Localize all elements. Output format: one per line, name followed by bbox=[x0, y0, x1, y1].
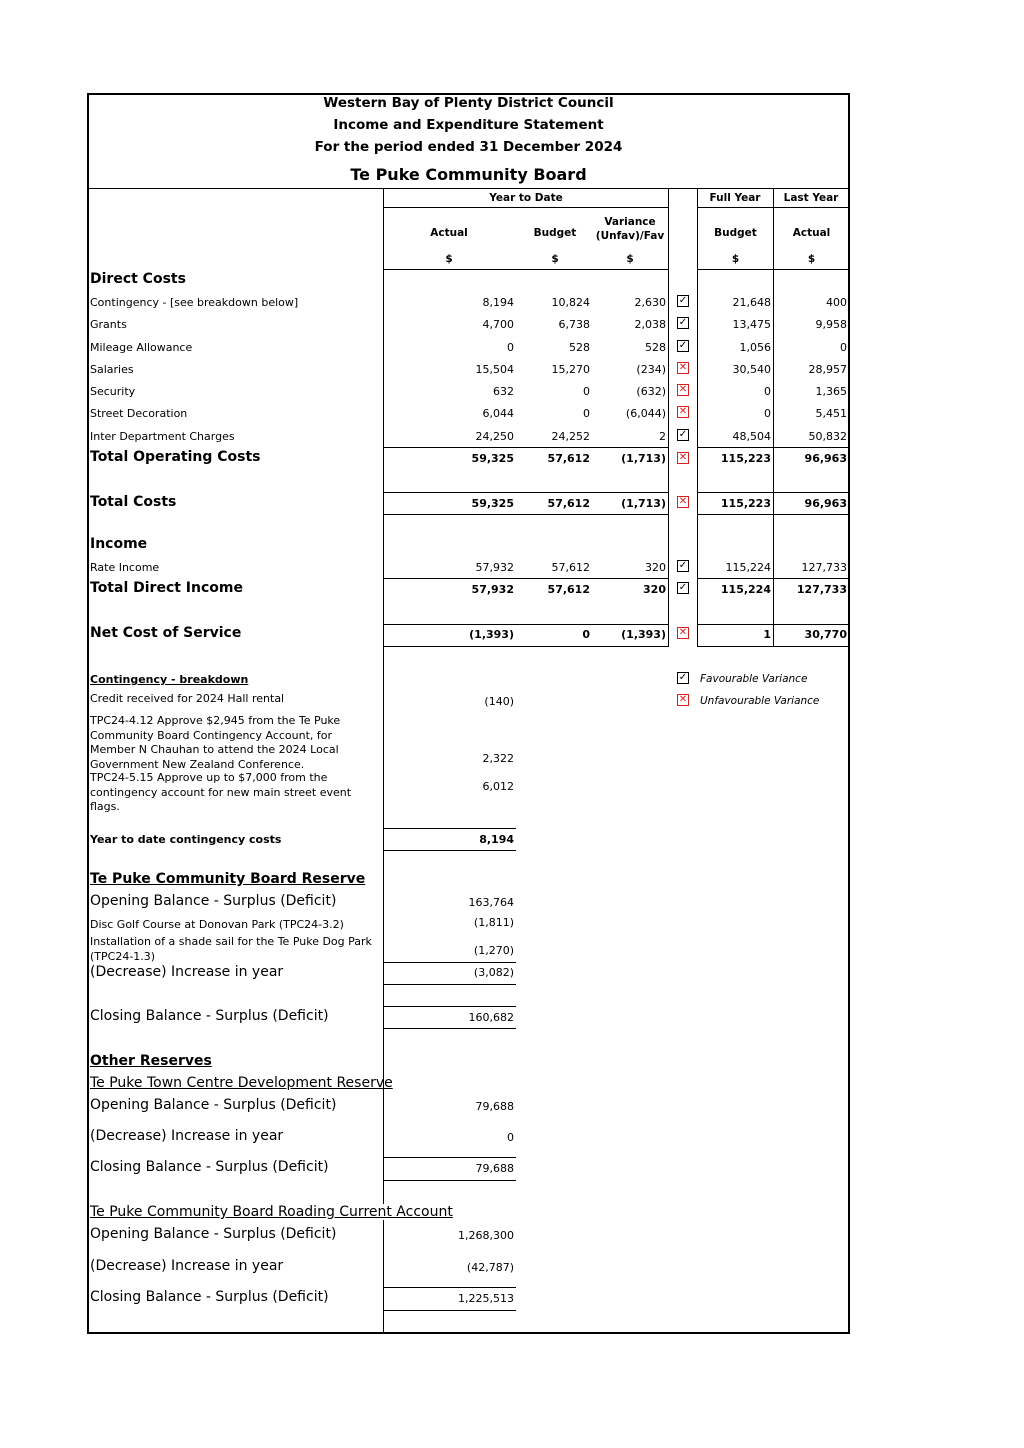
ytd-group-header: Year to Date bbox=[489, 192, 563, 204]
row-ly-actual: 50,832 bbox=[808, 430, 847, 443]
net-cost-fy-budget: 1 bbox=[763, 628, 771, 641]
checked-box-icon: ✓ bbox=[678, 582, 688, 593]
checked-box-icon: ✓ bbox=[678, 295, 688, 306]
row-ly-actual: 1,365 bbox=[815, 385, 847, 398]
roading-closing-bottom-rule bbox=[383, 1310, 516, 1311]
col-variance-header-2: (Unfav)/Fav bbox=[595, 230, 665, 242]
row-actual: 24,250 bbox=[475, 430, 514, 443]
total-costs-label: Total Costs bbox=[90, 494, 177, 510]
crossed-box-icon: ✕ bbox=[678, 452, 688, 463]
direct-costs-heading: Direct Costs bbox=[90, 271, 186, 287]
crossed-box-icon: ✕ bbox=[678, 627, 688, 638]
total-operating-fy-budget: 115,223 bbox=[720, 452, 771, 465]
row-label: Inter Department Charges bbox=[90, 430, 235, 443]
ytd-subheader-line bbox=[383, 269, 669, 270]
row-variance: (234) bbox=[636, 363, 666, 376]
net-cost-top-rule-fy bbox=[697, 624, 849, 625]
checked-box-icon: ✓ bbox=[678, 340, 688, 351]
reserve-closing-top-rule bbox=[383, 1006, 516, 1007]
row-ly-actual: 127,733 bbox=[801, 561, 847, 574]
total-operating-top-rule-fy bbox=[697, 447, 849, 448]
roading-change-label: (Decrease) Increase in year bbox=[90, 1258, 284, 1274]
total-operating-ly-actual: 96,963 bbox=[804, 452, 847, 465]
town-centre-change-value: 0 bbox=[507, 1131, 514, 1144]
total-income-label: Total Direct Income bbox=[90, 580, 243, 596]
other-reserves-heading: Other Reserves bbox=[90, 1053, 212, 1069]
currency-fy-budget: $ bbox=[731, 253, 740, 265]
contingency-total-value: 8,194 bbox=[479, 833, 514, 846]
row-actual: 57,932 bbox=[475, 561, 514, 574]
row-budget: 0 bbox=[583, 385, 590, 398]
title-divider bbox=[88, 188, 849, 189]
net-cost-bottom-rule-fy bbox=[697, 646, 849, 647]
total-costs-bottom-rule bbox=[383, 514, 669, 515]
income-heading: Income bbox=[90, 536, 148, 552]
ytd-header-line bbox=[383, 207, 669, 208]
total-income-actual: 57,932 bbox=[471, 583, 514, 596]
row-ly-actual: 9,958 bbox=[815, 318, 847, 331]
checked-box-icon: ✓ bbox=[678, 429, 688, 440]
checked-box-icon: ✓ bbox=[678, 560, 688, 571]
total-income-variance: 320 bbox=[643, 583, 666, 596]
contingency-item-value: 6,012 bbox=[482, 780, 514, 793]
org-name: Western Bay of Plenty District Council bbox=[323, 95, 614, 111]
board-name: Te Puke Community Board bbox=[350, 165, 587, 184]
crossed-box-icon: ✕ bbox=[678, 694, 688, 705]
net-cost-label: Net Cost of Service bbox=[90, 625, 242, 641]
total-operating-top-rule bbox=[383, 447, 669, 448]
contingency-heading: Contingency - breakdown bbox=[90, 673, 249, 686]
row-fy-budget: 21,648 bbox=[732, 296, 771, 309]
reserve-heading: Te Puke Community Board Reserve bbox=[90, 871, 366, 887]
checked-box-icon: ✓ bbox=[678, 672, 688, 683]
row-ly-actual: 400 bbox=[826, 296, 847, 309]
town-centre-closing-top-rule bbox=[383, 1157, 516, 1158]
net-cost-top-rule bbox=[383, 624, 669, 625]
net-cost-budget: 0 bbox=[582, 628, 590, 641]
row-fy-budget: 30,540 bbox=[732, 363, 771, 376]
row-fy-budget: 13,475 bbox=[732, 318, 771, 331]
col-actual-header: Actual bbox=[430, 227, 468, 239]
crossed-box-icon: ✕ bbox=[678, 496, 688, 507]
reserve-item-value: (1,811) bbox=[473, 916, 514, 929]
row-actual: 15,504 bbox=[475, 363, 514, 376]
row-actual: 8,194 bbox=[482, 296, 514, 309]
row-budget: 10,824 bbox=[551, 296, 590, 309]
row-variance: 2 bbox=[659, 430, 666, 443]
roading-change-value: (42,787) bbox=[466, 1261, 514, 1274]
col-budget-header: Budget bbox=[533, 227, 577, 239]
contingency-item-label: Credit received for 2024 Hall rental bbox=[90, 692, 285, 705]
row-label: Contingency - [see breakdown below] bbox=[90, 296, 299, 309]
roading-closing-value: 1,225,513 bbox=[458, 1292, 514, 1305]
total-costs-ly-actual: 96,963 bbox=[804, 497, 847, 510]
total-operating-variance: (1,713) bbox=[621, 452, 666, 465]
total-income-fy-budget: 115,224 bbox=[720, 583, 771, 596]
currency-budget: $ bbox=[551, 253, 559, 265]
total-income-ly-actual: 127,733 bbox=[796, 583, 847, 596]
town-centre-opening-label: Opening Balance - Surplus (Deficit) bbox=[90, 1097, 337, 1113]
row-ly-actual: 28,957 bbox=[808, 363, 847, 376]
row-fy-budget: 1,056 bbox=[739, 341, 771, 354]
town-centre-closing-bottom-rule bbox=[383, 1180, 516, 1181]
row-actual: 4,700 bbox=[482, 318, 514, 331]
row-fy-budget: 48,504 bbox=[732, 430, 771, 443]
total-income-top-rule-fy bbox=[697, 578, 849, 579]
col-fy-budget-header: Budget bbox=[714, 227, 757, 239]
reserve-closing-value: 160,682 bbox=[468, 1011, 514, 1024]
total-income-budget: 57,612 bbox=[547, 583, 590, 596]
contingency-total-bottom-rule bbox=[383, 850, 516, 851]
checked-box-icon: ✓ bbox=[678, 317, 688, 328]
roading-opening-value: 1,268,300 bbox=[458, 1229, 514, 1242]
total-costs-top-rule-fy bbox=[697, 492, 849, 493]
row-label: Rate Income bbox=[90, 561, 160, 574]
net-cost-ly-actual: 30,770 bbox=[804, 628, 847, 641]
row-fy-budget: 0 bbox=[764, 407, 771, 420]
row-budget: 57,612 bbox=[551, 561, 590, 574]
row-fy-budget: 0 bbox=[764, 385, 771, 398]
row-variance: 2,038 bbox=[634, 318, 666, 331]
contingency-total-label: Year to date contingency costs bbox=[90, 833, 282, 846]
town-centre-closing-label: Closing Balance - Surplus (Deficit) bbox=[90, 1159, 329, 1175]
full-year-group-header: Full Year bbox=[709, 192, 761, 204]
row-variance: 528 bbox=[645, 341, 666, 354]
reserve-opening-value: 163,764 bbox=[468, 896, 514, 909]
contingency-item-label: TPC24-5.15 Approve up to $7,000 from the contingency account for new main street event flags. bbox=[90, 771, 352, 813]
fy-header-line bbox=[697, 207, 849, 208]
town-centre-opening-value: 79,688 bbox=[475, 1100, 514, 1113]
legend-unfavourable: Unfavourable Variance bbox=[700, 695, 820, 707]
row-label: Mileage Allowance bbox=[90, 341, 193, 354]
total-costs-budget: 57,612 bbox=[547, 497, 590, 510]
roading-closing-top-rule bbox=[383, 1287, 516, 1288]
col-variance-header-1: Variance bbox=[604, 216, 656, 228]
roading-heading: Te Puke Community Board Roading Current Account bbox=[90, 1204, 453, 1220]
total-costs-fy-budget: 115,223 bbox=[720, 497, 771, 510]
row-label: Street Decoration bbox=[90, 407, 188, 420]
net-cost-bottom-rule bbox=[383, 646, 669, 647]
reserve-item-value: (1,270) bbox=[473, 944, 514, 957]
row-label: Grants bbox=[90, 318, 127, 331]
fy-subheader-line bbox=[697, 269, 849, 270]
reserve-item-label: Installation of a shade sail for the Te Puke Dog Park (TPC24-1.3) bbox=[90, 935, 372, 963]
statement-title: Income and Expenditure Statement bbox=[333, 117, 604, 133]
currency-ly-actual: $ bbox=[807, 253, 816, 265]
town-centre-closing-value: 79,688 bbox=[475, 1162, 514, 1175]
legend-favourable: Favourable Variance bbox=[700, 673, 808, 685]
row-label: Salaries bbox=[90, 363, 134, 376]
contingency-total-top-rule bbox=[383, 828, 516, 829]
total-operating-label: Total Operating Costs bbox=[90, 449, 261, 465]
row-variance: 2,630 bbox=[634, 296, 666, 309]
total-costs-bottom-rule-fy bbox=[697, 514, 849, 515]
total-costs-variance: (1,713) bbox=[621, 497, 666, 510]
total-operating-budget: 57,612 bbox=[547, 452, 590, 465]
reserve-change-value: (3,082) bbox=[473, 966, 514, 979]
row-actual: 0 bbox=[507, 341, 514, 354]
crossed-box-icon: ✕ bbox=[678, 406, 688, 417]
reserve-item-label: Disc Golf Course at Donovan Park (TPC24-3.2) bbox=[90, 918, 344, 931]
row-budget: 0 bbox=[583, 407, 590, 420]
last-year-group-header: Last Year bbox=[783, 192, 839, 204]
reserve-closing-label: Closing Balance - Surplus (Deficit) bbox=[90, 1008, 329, 1024]
contingency-item-value: (140) bbox=[484, 695, 514, 708]
town-centre-heading: Te Puke Town Centre Development Reserve bbox=[90, 1075, 393, 1091]
reserve-opening-label: Opening Balance - Surplus (Deficit) bbox=[90, 893, 337, 909]
row-budget: 15,270 bbox=[551, 363, 590, 376]
reserve-closing-bottom-rule bbox=[383, 1028, 516, 1029]
row-budget: 24,252 bbox=[551, 430, 590, 443]
town-centre-change-label: (Decrease) Increase in year bbox=[90, 1128, 284, 1144]
row-variance: 320 bbox=[645, 561, 666, 574]
roading-closing-label: Closing Balance - Surplus (Deficit) bbox=[90, 1289, 329, 1305]
total-operating-actual: 59,325 bbox=[471, 452, 514, 465]
row-actual: 632 bbox=[493, 385, 514, 398]
row-budget: 528 bbox=[569, 341, 590, 354]
total-income-top-rule bbox=[383, 578, 669, 579]
currency-actual: $ bbox=[445, 253, 453, 265]
currency-variance: $ bbox=[626, 253, 634, 265]
row-variance: (6,044) bbox=[625, 407, 666, 420]
row-ly-actual: 0 bbox=[840, 341, 847, 354]
roading-opening-label: Opening Balance - Surplus (Deficit) bbox=[90, 1226, 337, 1242]
row-ly-actual: 5,451 bbox=[815, 407, 847, 420]
col-ly-actual-header: Actual bbox=[792, 227, 831, 239]
contingency-item-label: TPC24-4.12 Approve $2,945 from the Te Puke Community Board Contingency Account, for Member N Chauhan to attend the 2024 Local Government New Zealand Conference. bbox=[90, 714, 341, 771]
total-costs-actual: 59,325 bbox=[471, 497, 514, 510]
net-cost-actual: (1,393) bbox=[469, 628, 514, 641]
row-label: Security bbox=[90, 385, 136, 398]
row-actual: 6,044 bbox=[482, 407, 514, 420]
period-label: For the period ended 31 December 2024 bbox=[314, 139, 623, 155]
reserve-change-top-rule bbox=[383, 962, 516, 963]
contingency-item-value: 2,322 bbox=[482, 752, 514, 765]
crossed-box-icon: ✕ bbox=[678, 362, 688, 373]
reserve-change-bottom-rule bbox=[383, 984, 516, 985]
row-variance: (632) bbox=[636, 385, 666, 398]
net-cost-variance: (1,393) bbox=[621, 628, 666, 641]
reserve-change-label: (Decrease) Increase in year bbox=[90, 964, 284, 980]
row-budget: 6,738 bbox=[558, 318, 590, 331]
crossed-box-icon: ✕ bbox=[678, 384, 688, 395]
total-costs-top-rule bbox=[383, 492, 669, 493]
row-fy-budget: 115,224 bbox=[725, 561, 771, 574]
